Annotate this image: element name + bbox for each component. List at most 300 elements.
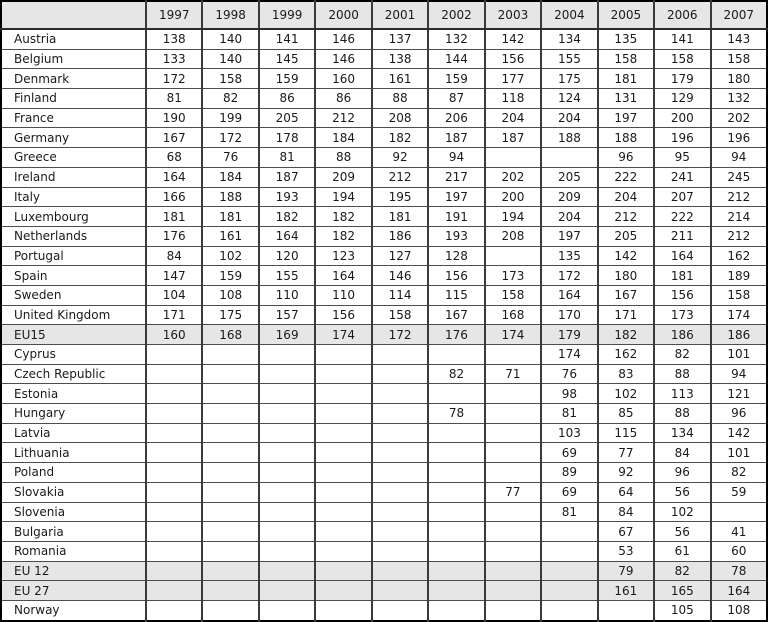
table-row bbox=[1, 384, 767, 404]
cell: 132 bbox=[428, 29, 484, 49]
cell bbox=[541, 541, 597, 561]
table-row bbox=[1, 345, 767, 365]
cell bbox=[541, 148, 597, 168]
cell: 204 bbox=[541, 108, 597, 128]
cell: 168 bbox=[485, 305, 541, 325]
cell: 159 bbox=[202, 266, 258, 286]
cell: 172 bbox=[146, 69, 202, 89]
column-header-2004: 2004 bbox=[541, 1, 597, 29]
row-label: Luxembourg bbox=[1, 207, 146, 227]
table-row bbox=[1, 226, 767, 246]
table-row bbox=[1, 246, 767, 266]
cell bbox=[315, 522, 371, 542]
row-label: Hungary bbox=[1, 404, 146, 424]
cell bbox=[428, 482, 484, 502]
cell: 59 bbox=[711, 482, 767, 502]
cell bbox=[372, 522, 428, 542]
cell bbox=[146, 404, 202, 424]
cell: 110 bbox=[315, 285, 371, 305]
cell: 83 bbox=[598, 364, 654, 384]
cell: 68 bbox=[146, 148, 202, 168]
row-label: Latvia bbox=[1, 423, 146, 443]
cell bbox=[259, 345, 315, 365]
cell bbox=[485, 541, 541, 561]
cell: 196 bbox=[654, 128, 710, 148]
table-row bbox=[1, 522, 767, 542]
cell: 134 bbox=[654, 423, 710, 443]
cell: 164 bbox=[541, 285, 597, 305]
cell: 138 bbox=[372, 49, 428, 69]
cell: 131 bbox=[598, 89, 654, 109]
cell bbox=[202, 463, 258, 483]
cell: 69 bbox=[541, 443, 597, 463]
table-row bbox=[1, 89, 767, 109]
cell bbox=[259, 463, 315, 483]
cell: 181 bbox=[202, 207, 258, 227]
column-header-2007: 2007 bbox=[711, 1, 767, 29]
cell bbox=[146, 541, 202, 561]
cell: 156 bbox=[428, 266, 484, 286]
cell: 214 bbox=[711, 207, 767, 227]
cell bbox=[485, 404, 541, 424]
table-row bbox=[1, 541, 767, 561]
column-header-2000: 2000 bbox=[315, 1, 371, 29]
cell: 209 bbox=[541, 187, 597, 207]
cell: 96 bbox=[654, 463, 710, 483]
cell: 56 bbox=[654, 522, 710, 542]
cell: 41 bbox=[711, 522, 767, 542]
cell: 138 bbox=[146, 29, 202, 49]
cell: 164 bbox=[711, 581, 767, 601]
cell: 53 bbox=[598, 541, 654, 561]
cell: 168 bbox=[202, 325, 258, 345]
cell bbox=[485, 384, 541, 404]
cell bbox=[259, 482, 315, 502]
cell: 121 bbox=[711, 384, 767, 404]
table-row bbox=[1, 305, 767, 325]
cell: 137 bbox=[372, 29, 428, 49]
cell: 170 bbox=[541, 305, 597, 325]
table-row bbox=[1, 581, 767, 601]
row-label: United Kingdom bbox=[1, 305, 146, 325]
cell: 187 bbox=[428, 128, 484, 148]
cell: 140 bbox=[202, 49, 258, 69]
cell bbox=[146, 463, 202, 483]
cell: 102 bbox=[598, 384, 654, 404]
cell: 208 bbox=[372, 108, 428, 128]
table-row bbox=[1, 423, 767, 443]
cell bbox=[372, 364, 428, 384]
cell bbox=[259, 561, 315, 581]
row-label: France bbox=[1, 108, 146, 128]
cell: 158 bbox=[485, 285, 541, 305]
cell: 128 bbox=[428, 246, 484, 266]
cell: 179 bbox=[541, 325, 597, 345]
cell: 160 bbox=[146, 325, 202, 345]
cell: 197 bbox=[598, 108, 654, 128]
cell: 212 bbox=[315, 108, 371, 128]
cell: 176 bbox=[428, 325, 484, 345]
cell: 164 bbox=[654, 246, 710, 266]
cell bbox=[541, 522, 597, 542]
cell bbox=[315, 345, 371, 365]
cell: 166 bbox=[146, 187, 202, 207]
cell bbox=[202, 482, 258, 502]
cell: 158 bbox=[598, 49, 654, 69]
column-header-2002: 2002 bbox=[428, 1, 484, 29]
cell: 211 bbox=[654, 226, 710, 246]
column-header-1999: 1999 bbox=[259, 1, 315, 29]
cell: 115 bbox=[428, 285, 484, 305]
cell bbox=[485, 345, 541, 365]
cell: 56 bbox=[654, 482, 710, 502]
cell: 82 bbox=[202, 89, 258, 109]
cell bbox=[711, 502, 767, 522]
cell: 88 bbox=[654, 404, 710, 424]
cell: 174 bbox=[711, 305, 767, 325]
cell: 205 bbox=[598, 226, 654, 246]
cell: 204 bbox=[598, 187, 654, 207]
cell bbox=[485, 246, 541, 266]
cell: 164 bbox=[259, 226, 315, 246]
cell: 172 bbox=[541, 266, 597, 286]
table-row bbox=[1, 128, 767, 148]
row-label: Belgium bbox=[1, 49, 146, 69]
row-label: EU 27 bbox=[1, 581, 146, 601]
cell: 169 bbox=[259, 325, 315, 345]
cell: 140 bbox=[202, 29, 258, 49]
row-label: Romania bbox=[1, 541, 146, 561]
cell: 162 bbox=[711, 246, 767, 266]
cell: 204 bbox=[541, 207, 597, 227]
row-label: Denmark bbox=[1, 69, 146, 89]
cell: 191 bbox=[428, 207, 484, 227]
cell: 193 bbox=[428, 226, 484, 246]
cell: 180 bbox=[711, 69, 767, 89]
cell: 77 bbox=[485, 482, 541, 502]
row-label: Greece bbox=[1, 148, 146, 168]
cell: 156 bbox=[654, 285, 710, 305]
cell: 182 bbox=[315, 226, 371, 246]
cell bbox=[146, 423, 202, 443]
cell: 208 bbox=[485, 226, 541, 246]
cell bbox=[428, 561, 484, 581]
row-label: Slovenia bbox=[1, 502, 146, 522]
cell: 144 bbox=[428, 49, 484, 69]
table-row bbox=[1, 482, 767, 502]
cell: 156 bbox=[485, 49, 541, 69]
cell bbox=[259, 581, 315, 601]
cell bbox=[485, 522, 541, 542]
cell: 79 bbox=[598, 561, 654, 581]
cell bbox=[146, 522, 202, 542]
cell: 81 bbox=[541, 404, 597, 424]
cell bbox=[428, 423, 484, 443]
cell bbox=[372, 423, 428, 443]
cell: 222 bbox=[598, 167, 654, 187]
cell: 76 bbox=[202, 148, 258, 168]
cell: 181 bbox=[372, 207, 428, 227]
cell bbox=[485, 502, 541, 522]
cell: 67 bbox=[598, 522, 654, 542]
cell: 189 bbox=[711, 266, 767, 286]
cell: 95 bbox=[654, 148, 710, 168]
cell: 212 bbox=[598, 207, 654, 227]
cell bbox=[541, 600, 597, 621]
cell: 82 bbox=[654, 345, 710, 365]
cell bbox=[202, 561, 258, 581]
cell: 85 bbox=[598, 404, 654, 424]
cell: 94 bbox=[711, 364, 767, 384]
cell bbox=[372, 600, 428, 621]
table-header bbox=[1, 1, 767, 29]
cell bbox=[202, 404, 258, 424]
cell: 205 bbox=[259, 108, 315, 128]
cell bbox=[146, 561, 202, 581]
cell bbox=[541, 581, 597, 601]
cell bbox=[315, 404, 371, 424]
cell: 161 bbox=[372, 69, 428, 89]
cell bbox=[202, 600, 258, 621]
cell bbox=[146, 443, 202, 463]
cell: 217 bbox=[428, 167, 484, 187]
cell: 71 bbox=[485, 364, 541, 384]
cell: 156 bbox=[315, 305, 371, 325]
cell bbox=[259, 384, 315, 404]
corner-cell bbox=[1, 1, 146, 29]
row-label: Austria bbox=[1, 29, 146, 49]
cell: 188 bbox=[598, 128, 654, 148]
cell: 174 bbox=[315, 325, 371, 345]
table-row bbox=[1, 29, 767, 49]
table-row bbox=[1, 463, 767, 483]
cell bbox=[202, 581, 258, 601]
cell: 115 bbox=[598, 423, 654, 443]
cell: 209 bbox=[315, 167, 371, 187]
cell: 164 bbox=[146, 167, 202, 187]
cell: 158 bbox=[711, 49, 767, 69]
cell: 94 bbox=[428, 148, 484, 168]
row-label: Estonia bbox=[1, 384, 146, 404]
cell: 182 bbox=[259, 207, 315, 227]
cell bbox=[202, 345, 258, 365]
cell: 158 bbox=[654, 49, 710, 69]
cell: 147 bbox=[146, 266, 202, 286]
cell bbox=[372, 581, 428, 601]
table-row bbox=[1, 187, 767, 207]
cell: 60 bbox=[711, 541, 767, 561]
cell bbox=[315, 423, 371, 443]
cell: 135 bbox=[598, 29, 654, 49]
cell bbox=[202, 522, 258, 542]
cell bbox=[428, 502, 484, 522]
column-header-2005: 2005 bbox=[598, 1, 654, 29]
cell: 199 bbox=[202, 108, 258, 128]
cell: 103 bbox=[541, 423, 597, 443]
cell: 124 bbox=[541, 89, 597, 109]
row-label: Lithuania bbox=[1, 443, 146, 463]
cell bbox=[315, 581, 371, 601]
cell: 167 bbox=[146, 128, 202, 148]
table-body bbox=[1, 29, 767, 621]
cell bbox=[428, 600, 484, 621]
cell: 81 bbox=[259, 148, 315, 168]
cell: 129 bbox=[654, 89, 710, 109]
cell: 182 bbox=[598, 325, 654, 345]
cell bbox=[259, 502, 315, 522]
column-header-1998: 1998 bbox=[202, 1, 258, 29]
cell bbox=[485, 148, 541, 168]
cell: 167 bbox=[598, 285, 654, 305]
table-row bbox=[1, 502, 767, 522]
cell bbox=[372, 463, 428, 483]
cell bbox=[485, 443, 541, 463]
cell: 212 bbox=[372, 167, 428, 187]
column-header-1997: 1997 bbox=[146, 1, 202, 29]
table-row bbox=[1, 443, 767, 463]
row-label: Ireland bbox=[1, 167, 146, 187]
cell: 200 bbox=[485, 187, 541, 207]
cell: 187 bbox=[259, 167, 315, 187]
cell: 92 bbox=[598, 463, 654, 483]
cell: 207 bbox=[654, 187, 710, 207]
cell: 197 bbox=[428, 187, 484, 207]
cell bbox=[372, 443, 428, 463]
cell: 157 bbox=[259, 305, 315, 325]
cell: 159 bbox=[259, 69, 315, 89]
cell bbox=[315, 364, 371, 384]
cell: 195 bbox=[372, 187, 428, 207]
table-row bbox=[1, 364, 767, 384]
cell: 98 bbox=[541, 384, 597, 404]
cell: 114 bbox=[372, 285, 428, 305]
cell: 127 bbox=[372, 246, 428, 266]
cell: 186 bbox=[372, 226, 428, 246]
cell bbox=[428, 443, 484, 463]
cell bbox=[146, 581, 202, 601]
table-row bbox=[1, 404, 767, 424]
cell: 184 bbox=[202, 167, 258, 187]
row-label: Sweden bbox=[1, 285, 146, 305]
table-row bbox=[1, 108, 767, 128]
cell: 165 bbox=[654, 581, 710, 601]
cell: 176 bbox=[146, 226, 202, 246]
cell: 171 bbox=[598, 305, 654, 325]
cell: 113 bbox=[654, 384, 710, 404]
cell: 142 bbox=[485, 29, 541, 49]
cell: 171 bbox=[146, 305, 202, 325]
cell: 134 bbox=[541, 29, 597, 49]
cell: 110 bbox=[259, 285, 315, 305]
cell bbox=[372, 345, 428, 365]
cell: 206 bbox=[428, 108, 484, 128]
cell: 167 bbox=[428, 305, 484, 325]
cell: 186 bbox=[711, 325, 767, 345]
cell: 76 bbox=[541, 364, 597, 384]
column-header-2003: 2003 bbox=[485, 1, 541, 29]
cell: 241 bbox=[654, 167, 710, 187]
row-label: Finland bbox=[1, 89, 146, 109]
cell bbox=[541, 561, 597, 581]
cell: 180 bbox=[598, 266, 654, 286]
cell bbox=[372, 541, 428, 561]
cell bbox=[146, 364, 202, 384]
cell: 179 bbox=[654, 69, 710, 89]
cell: 193 bbox=[259, 187, 315, 207]
cell: 162 bbox=[598, 345, 654, 365]
table-row bbox=[1, 561, 767, 581]
cell: 172 bbox=[202, 128, 258, 148]
cell: 78 bbox=[428, 404, 484, 424]
cell bbox=[315, 502, 371, 522]
row-label: Germany bbox=[1, 128, 146, 148]
cell: 197 bbox=[541, 226, 597, 246]
cell: 82 bbox=[711, 463, 767, 483]
cell bbox=[146, 384, 202, 404]
cell: 173 bbox=[654, 305, 710, 325]
cell: 181 bbox=[598, 69, 654, 89]
row-label: Italy bbox=[1, 187, 146, 207]
cell bbox=[146, 345, 202, 365]
cell: 172 bbox=[372, 325, 428, 345]
cell bbox=[428, 522, 484, 542]
cell: 77 bbox=[598, 443, 654, 463]
cell: 84 bbox=[654, 443, 710, 463]
cell bbox=[202, 364, 258, 384]
cell: 123 bbox=[315, 246, 371, 266]
cell bbox=[146, 482, 202, 502]
cell: 88 bbox=[372, 89, 428, 109]
cell: 164 bbox=[315, 266, 371, 286]
cell bbox=[372, 502, 428, 522]
cell bbox=[146, 600, 202, 621]
cell: 181 bbox=[146, 207, 202, 227]
cell: 86 bbox=[259, 89, 315, 109]
cell: 177 bbox=[485, 69, 541, 89]
cell bbox=[428, 541, 484, 561]
cell: 222 bbox=[654, 207, 710, 227]
cell: 120 bbox=[259, 246, 315, 266]
cell: 104 bbox=[146, 285, 202, 305]
cell: 86 bbox=[315, 89, 371, 109]
cell: 202 bbox=[711, 108, 767, 128]
cell bbox=[372, 482, 428, 502]
cell: 135 bbox=[541, 246, 597, 266]
cell: 88 bbox=[315, 148, 371, 168]
cell: 186 bbox=[654, 325, 710, 345]
cell bbox=[598, 600, 654, 621]
cell: 141 bbox=[259, 29, 315, 49]
table-row bbox=[1, 69, 767, 89]
cell: 132 bbox=[711, 89, 767, 109]
table-row bbox=[1, 600, 767, 621]
cell: 69 bbox=[541, 482, 597, 502]
cell bbox=[428, 384, 484, 404]
cell bbox=[202, 384, 258, 404]
cell: 94 bbox=[711, 148, 767, 168]
cell: 182 bbox=[315, 207, 371, 227]
cell: 174 bbox=[541, 345, 597, 365]
cell: 155 bbox=[259, 266, 315, 286]
cell: 160 bbox=[315, 69, 371, 89]
cell bbox=[485, 581, 541, 601]
cell: 161 bbox=[202, 226, 258, 246]
table-row bbox=[1, 207, 767, 227]
cell bbox=[259, 423, 315, 443]
cell: 182 bbox=[372, 128, 428, 148]
table-row bbox=[1, 285, 767, 305]
cell: 159 bbox=[428, 69, 484, 89]
